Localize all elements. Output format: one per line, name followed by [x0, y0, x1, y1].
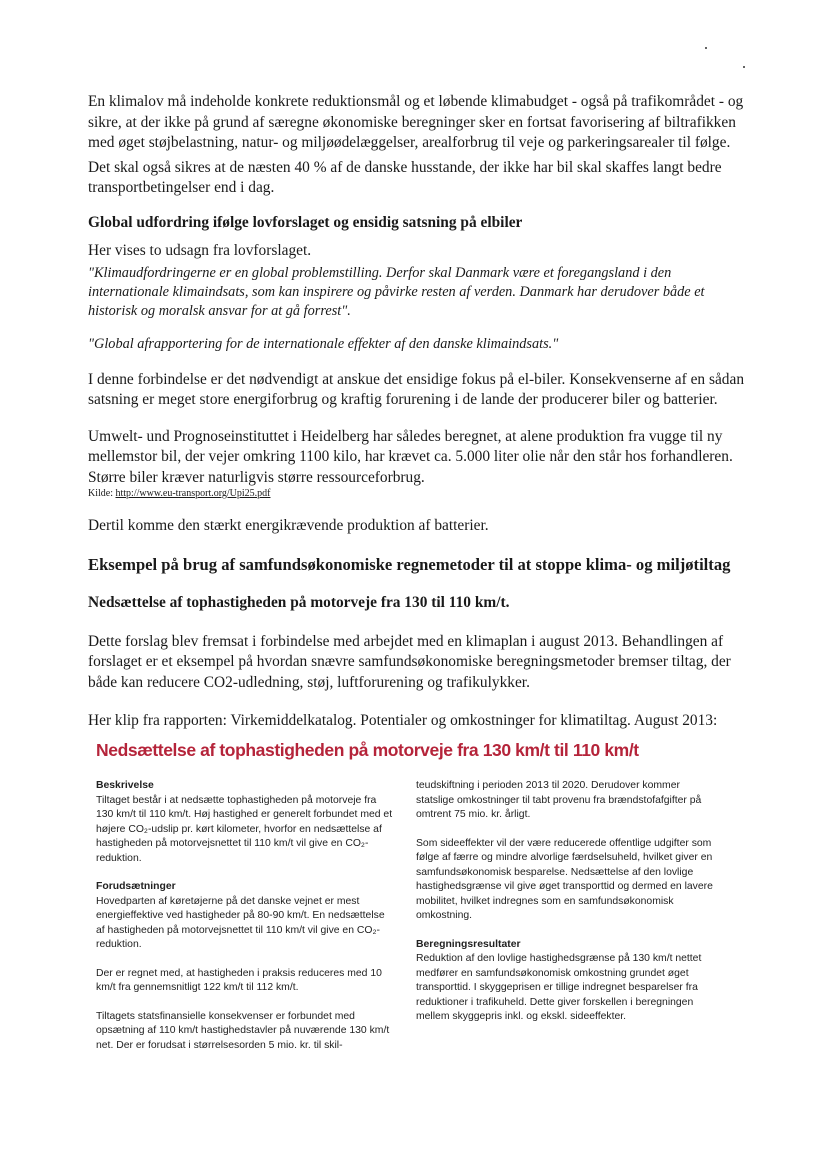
- clip-section-heading: Forudsætninger: [96, 881, 176, 892]
- clip-section: [416, 938, 714, 1025]
- clip-columns: [96, 779, 726, 1067]
- section-heading: Global udfordring ifølge lovforslaget og ensidig satsning på elbiler: [88, 213, 523, 231]
- source-line: [88, 488, 748, 500]
- paragraph: Umwelt- und Prognoseinstituttet i Heidelberg har således beregnet, at alene produktion fra vugge til ny mellemstor bil, der vejer omkring 1100 kilo, har krævet ca. 5.000 liter olie når den står hos forhandleren. Større biler kræver naturligvis større ressourceforbrug.: [88, 427, 733, 486]
- paragraph: En klimalov må indeholde konkrete reduktionsmål og et løbende klimabudget - også på trafikområdet - og sikre, at der ikke på grund af særegne økonomiske beregninger sker en fortsat favorisering af biltrafikken med øget støjbelastning, natur- og miljøødelæggelser, arealforbrug til veje og parkeringsarealer til følge.: [88, 93, 744, 151]
- clip-text: teudskiftning i perioden 2013 til 2020. Derudover kommer statslige omkostninger til tabt provenu fra brændstofafgifter på omtrent 75 mio. kr. årligt.: [416, 780, 702, 820]
- clip-text: Der er regnet med, at hastigheden i praksis reduceres med 10 km/t fra gennemsnitligt 122 km/t til 112 km/t.: [96, 967, 382, 993]
- clip-title: Nedsættelse af tophastigheden på motorveje fra 130 km/t til 110 km/t: [96, 740, 639, 760]
- clip-text: Hovedparten af køretøjerne på det danske vejnet er mest energieffektive ved hastigheder på 80-90 km/t. En nedsættelse af hastigheden på motorvejsnettet til 110 km/t vil give en CO₂-reduktion.: [96, 895, 385, 950]
- clip-section-heading: Beregningsresultater: [416, 938, 521, 950]
- quote: "Klimaudfordringerne er en global problemstilling. Derfor skal Danmark være et foregangsland i den internationale klimaindsats, som kan inspirere og påvirke resten af verden. Danmark har derudover både et historisk og moralsk ansvar for at gå forrest".: [88, 264, 705, 319]
- report-clip: [96, 740, 726, 1067]
- section-heading: Eksempel på brug af samfundsøkonomiske regnemetoder til at stoppe klima- og miljøtiltag: [88, 554, 731, 574]
- paragraph: Her klip fra rapporten: Virkemiddelkatalog. Potentialer og omkostninger for klimatiltag. August 2013:: [88, 712, 718, 729]
- paragraph: Dertil komme den stærkt energikrævende produktion af batterier.: [88, 517, 489, 534]
- paragraph: Dette forslag blev fremsat i forbindelse med arbejdet med en klimaplan i august 2013. Behandlingen af forslaget er et eksempel på hvordan snævre samfundsøkonomiske beregningsmetoder bremser tiltag, der både kan reducere CO2-udledning, støj, luftforurening og trafikulykker.: [88, 632, 731, 691]
- clip-section-heading: Beskrivelse: [96, 780, 154, 791]
- paragraph: Det skal også sikres at de næsten 40 % af de danske husstande, der ikke har bil skal skaffes langt bedre transportbetingelser end i dag.: [88, 158, 722, 196]
- subsection-heading: Nedsættelse af tophastigheden på motorveje fra 130 til 110 km/t.: [88, 594, 510, 611]
- quote: "Global afrapportering for de internationale effekter af den danske klimaindsats.": [88, 335, 559, 352]
- clip-section: [96, 880, 394, 953]
- source-link[interactable]: http://www.eu-transport.org/Upi25.pdf: [115, 488, 271, 499]
- letter-body: [88, 92, 748, 732]
- clip-text: Tiltaget består i at nedsætte tophastigheden på motorveje fra 130 km/t til 110 km/t. Høj hastighed er generelt forbundet med et højere CO₂-udslip pr. kørt kilometer, hvorfor en nedsættelse af hastigheden på motorvejsnettet til 110 km/t vil give en CO₂-reduktion.: [96, 794, 393, 864]
- clip-text: Reduktion af den lovlige hastighedsgrænse på 130 km/t nettet medfører en samfundsøkonomisk omkostning grundet øget transporttid. I skyggeprisen er tillige indregnet besparelser fra reduktioner i trafikuheld. Dette giver forskellen i beregningen mellem skyggepris inkl. og ekskl. sideeffekter.: [416, 953, 702, 1022]
- paragraph: I denne forbindelse er det nødvendigt at anskue det ensidige fokus på el-biler. Konsekvenserne af en sådan satsning er meget store energiforbrug og kraftig forurening i de lande der producerer biler og batterier.: [88, 370, 745, 408]
- clip-section: [96, 779, 394, 866]
- clip-text: Som sideeffekter vil der være reducerede offentlige udgifter som følge af færre og mindre alvorlige færdselsuheld, hvilket giver en samfundsøkonomisk besparelse. Nedsættelse af den lovlige hastighedsgrænse vil give øget transporttid og dermed en lavere mobilitet, hvilket indregnes som en samfundsøkonomisk omkostning.: [416, 837, 713, 921]
- clip-left-column: [96, 779, 394, 1067]
- clip-text: Tiltagets statsfinansielle konsekvenser er forbundet med opsætning af 110 km/t hastighedstavler på nuværende 130 km/t net. Der er forudsat i størrelsesorden 5 mio. kr. til skil-: [96, 1010, 390, 1051]
- paragraph: Her vises to udsagn fra lovforslaget.: [88, 242, 312, 259]
- clip-right-column: [416, 779, 714, 1067]
- scan-speck: [705, 47, 707, 49]
- scan-speck: [743, 66, 745, 68]
- source-label: Kilde:: [88, 488, 113, 499]
